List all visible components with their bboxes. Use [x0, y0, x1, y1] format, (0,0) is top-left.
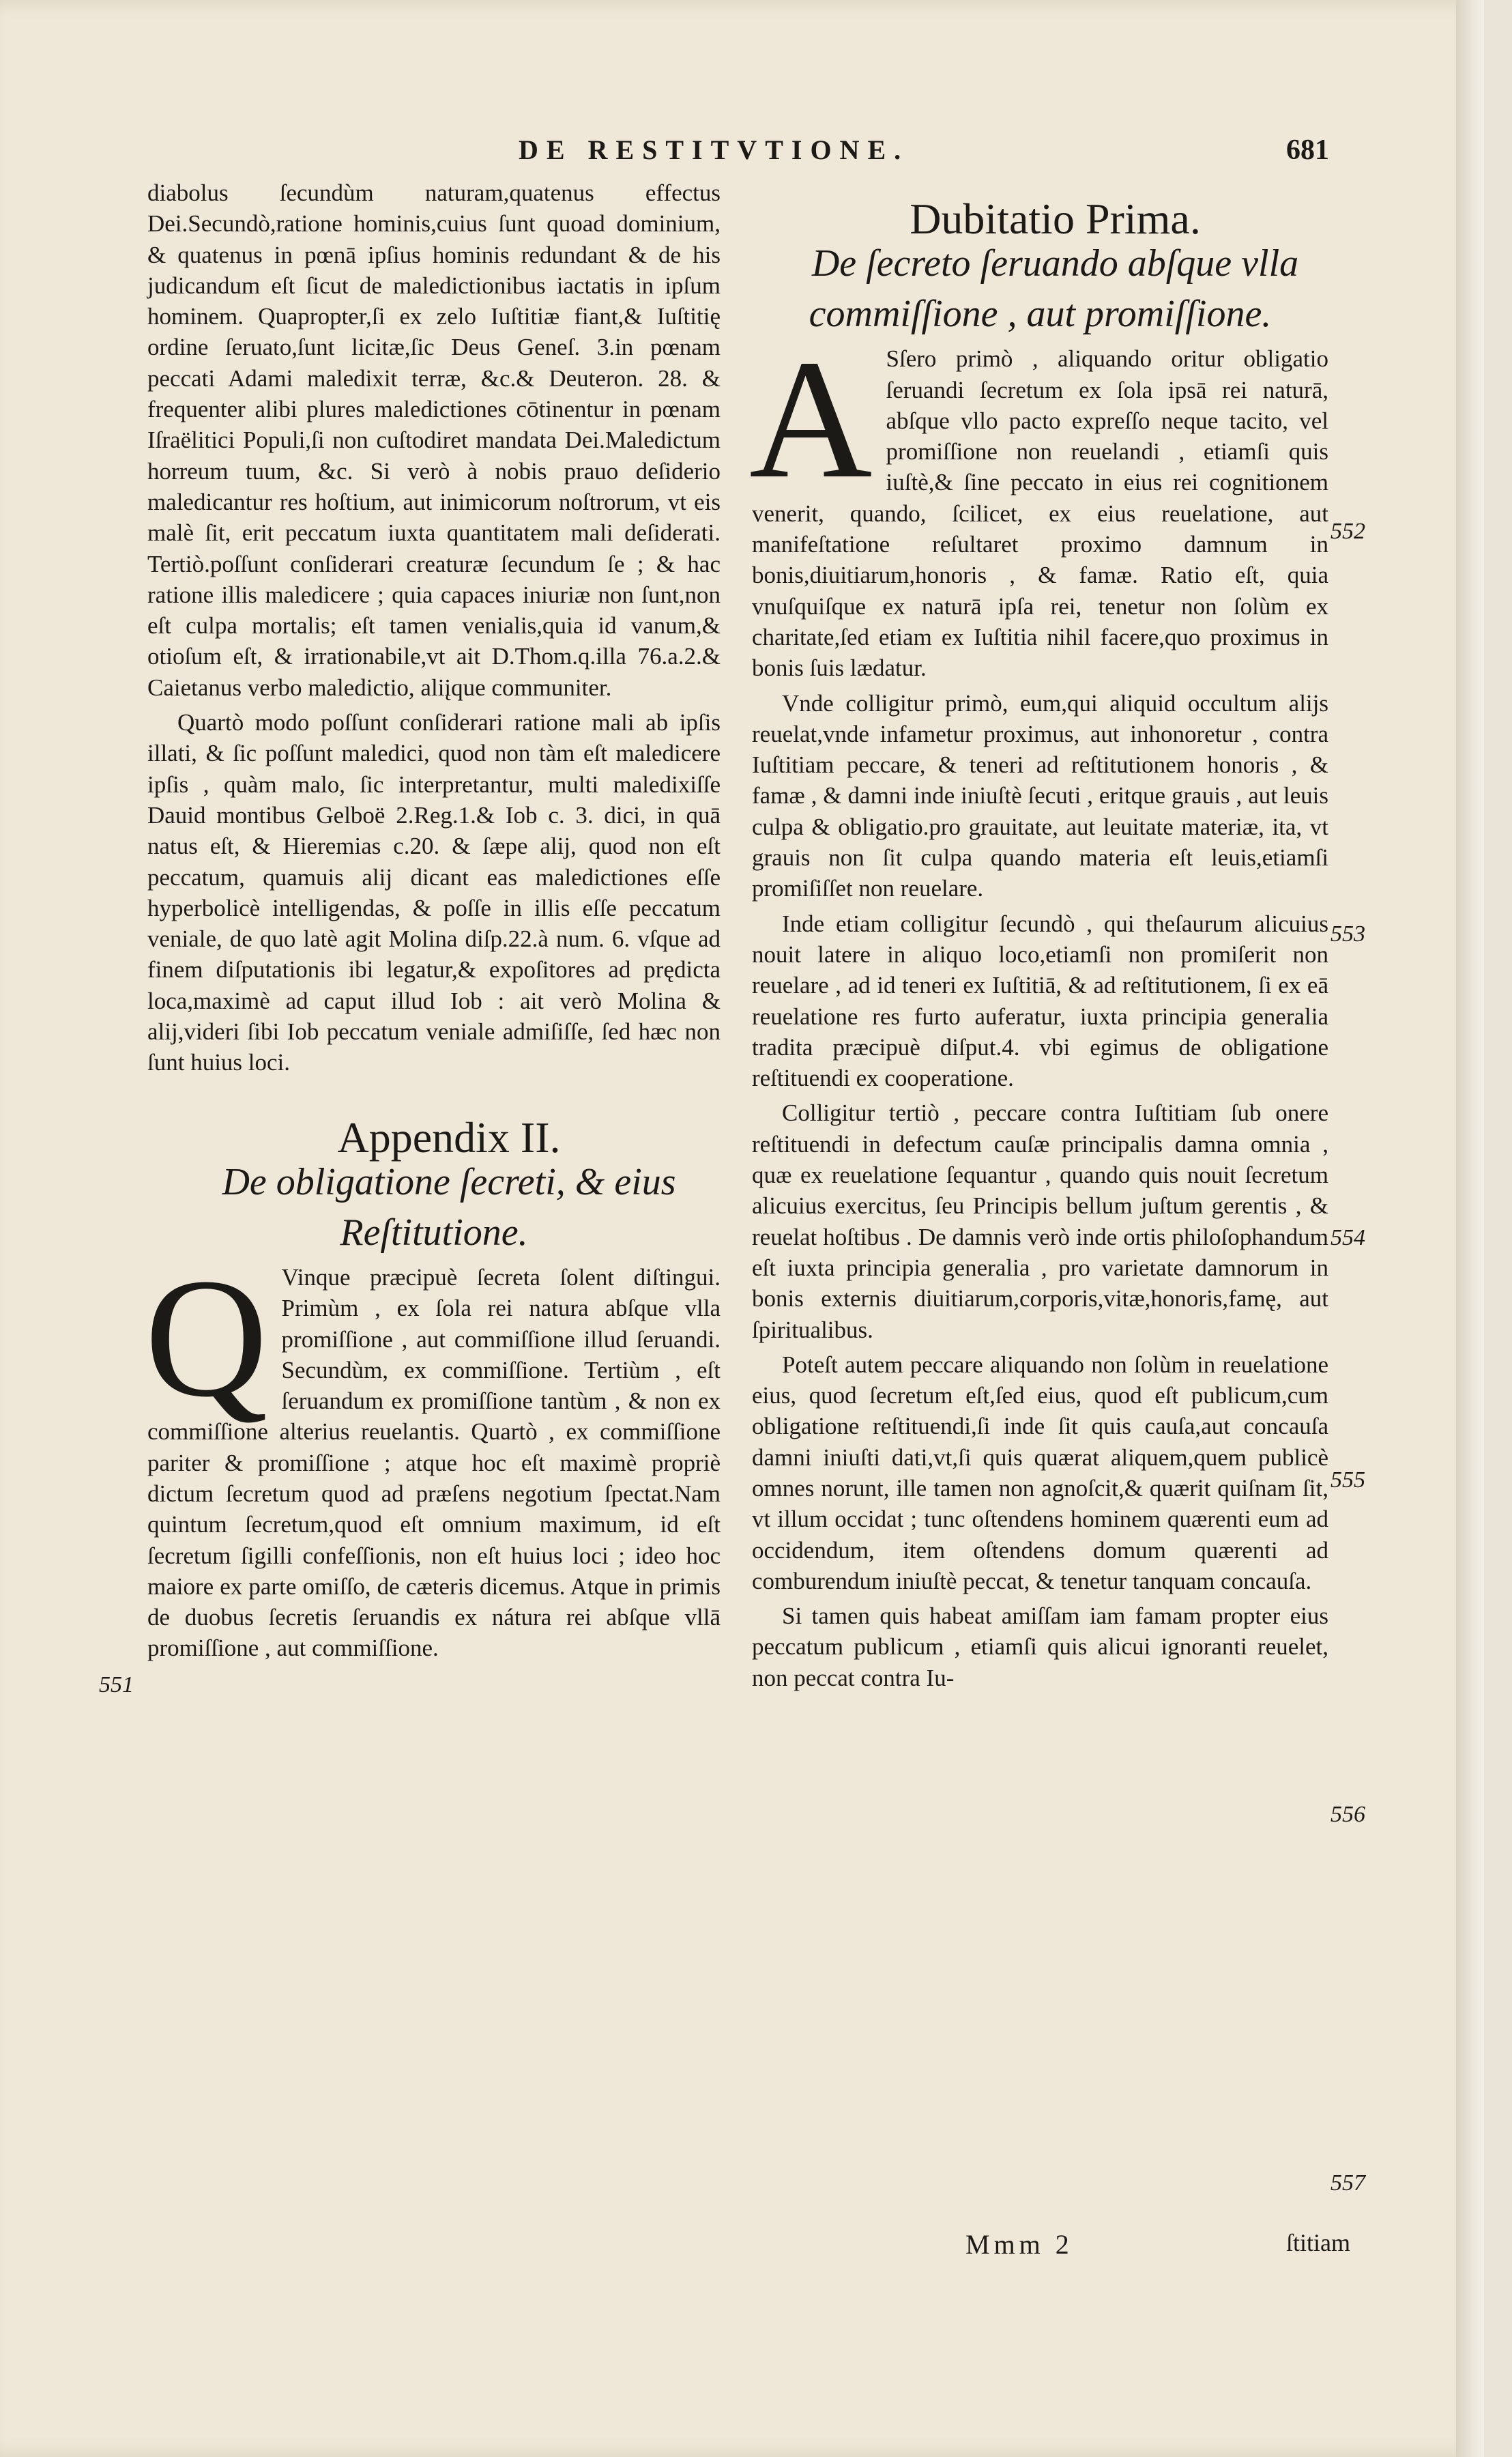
right-paragraph-2: Vnde colligitur primò, eum,qui aliquid occultum alijs reuelat,vnde infametur proximus, aut inhonoretur , contra Iuſtitiam peccare, & teneri ad reſtitutionem honoris , & famæ , & damni inde iniuſtè ſecuti , eritque grauis , aut leuis culpa & obligatio.pro grauitate, aut leuitate materiæ, ita, vt grauis non ſit culpa quando materia eſt leuis,etiamſi promiſiſſet non reuelare. — [752, 689, 1328, 902]
right-paragraph-3: Inde etiam colligitur ſecundò , qui theſaurum alicuius nouit latere in aliquo loco,etiamſi non promiſerit non reuelare , ad id teneri ex Iuſtitiā, & ad reſtitutionem, ſi ex eā reuelatione res furto auferatur, iuxta principia generalia tradita præcipuè diſput.4. vbi egimus de obligatione reſtituendi ex cooperatione. — [752, 910, 1328, 1092]
running-title: DE RESTITVTIONE. — [519, 134, 910, 165]
margin-number-556: 556 — [1331, 1802, 1365, 1827]
margin-number-554: 554 — [1331, 1225, 1365, 1250]
page-edge — [1456, 0, 1484, 2457]
catchword: ſtitiam — [1286, 2229, 1350, 2256]
margin-number-552: 552 — [1331, 519, 1365, 544]
dubitatio-dropcap: A — [749, 325, 873, 515]
appendix-subtitle: De obligatione ſecreti, & eius Reſtitutione. — [222, 1160, 676, 1254]
left-column — [147, 177, 721, 1668]
appendix-dropcap: Q — [145, 1243, 268, 1433]
left-paragraph-2: Quartò modo poſſunt conſiderari ratione mali ab ipſis illati, & ſic poſſunt maledici, quod non tàm eſt maledicere ipſis , quàm malo, ſic interpretantur, multi maledixiſſe Dauid montibus Gelboë 2.Reg.1.& Iob c. 3. dici, in quā natus eſt, & Hieremias c.20. & ſæpe alij, quod non eſt peccatum, quamuis alij dicant eas maledictiones eſſe hyperbolicè intelligendas, & poſſe in illis eſſe peccatum veniale, de quo latè agit Molina diſp.22.à num. 6. vſque ad finem diſputationis ibi legatur,& expoſitores ad prędicta loca,maximè ad caput illud Iob : ait verò Molina & alij,videri ſibi Iob peccatum veniale admiſiſſe, ſed hæc non ſunt huius loci. — [147, 709, 721, 1076]
margin-number-551: 551 — [99, 1672, 134, 1697]
right-paragraph-6: Si tamen quis habeat amiſſam iam famam propter eius peccatum publicum , etiamſi quis alicui ignoranti reuelet, non peccat contra Iu- — [752, 1603, 1328, 1691]
right-paragraph-1 — [749, 325, 1328, 683]
right-column — [749, 195, 1328, 1697]
right-paragraph-5: Poteſt autem peccare aliquando non ſolùm in reuelatione eius, quod ſecretum eſt,ſed eius, quod eſt publicum,cum obligatione reſtituendi,ſi inde ſit quis cauſa,aut concauſa damni iniuſti dati,vt,ſi quis quærat aliquem,quem publicè omnes norunt, ille tamen non agnoſcit,& quærit quiſnam ſit, vt illum occidat ; tunc oſtendens hominem quærenti eum ad occidendum, item oſtendens domum quærenti ad comburendum iniuſtè peccat, & tenetur tanquam concauſa. — [752, 1351, 1328, 1594]
appendix-paragraph — [145, 1243, 721, 1664]
margin-number-553: 553 — [1331, 921, 1365, 947]
appendix-text: Vinque præcipuè ſecreta ſolent diſtingui. Primùm , ex ſola rei natura abſque vlla promiſſione , aut commiſſione illud ſeruandi. Secundùm, ex commiſſione. Tertiùm , eſt ſeruandum ex promiſſione tantùm , & non ex commiſſione alterius reuelantis. Quartò , ex commiſſione pariter & promiſſione ; atque hoc eſt maximè propriè dictum ſecretum quod ad præſens negotium ſpectat.Nam quintum ſecretum,quod eſt omnium maximum, id eſt ſecretum ſigilli confeſſionis, non eſt huius loci ; ideo hoc maiore ex parte omiſſo, de cæteris dicemus. Atque in primis de duobus ſecretis ſeruandis ex nátura rei abſque vllā promiſſione , aut commiſſione. — [147, 1263, 721, 1662]
dubitatio-title: Dubitatio Prima. — [910, 195, 1201, 243]
page-number: 681 — [1286, 134, 1329, 166]
left-paragraph-1: diabolus ſecundùm naturam,quatenus effectus Dei.Secundò,ratione hominis,cuius ſunt quoad dominium, & quatenus in pœnā ipſius hominis redundant & de his judicandum eſt ſicut de maledictionibus iactatis in ipſum hominem. Quapropter,ſi ex zelo Iuſtitiæ fiant,& Iuſtitię ordine ſeruato,ſunt licitæ,ſic Deus Geneſ. 3.in pœnam peccati Adami maledixit terræ, &c.& Deuteron. 28. & frequenter alibi plures maledictiones cōtinentur in pœnam Iſraëlitici Populi,ſi non cuſtodiret mandata Dei.Maledictum horreum tuum, &c. Si verò à nobis prauo deſiderio maledicantur res hoſtium, aut inimicorum noſtrorum, vt eis malè ſit, erit peccatum iuxta quantitatem mali deſiderati. Tertiò.poſſunt conſiderari creaturæ ſecundum ſe ; & hac ratione illis maledicere ; quia capaces iniuriæ non ſunt,non eſt culpa mortalis; eſt tamen venialis,quia id vanum,& otioſum eſt, & irrationabile,vt ait D.Thom.q.illa 76.a.2.& Caietanus verbo maledictio, aliįque communiter. — [147, 179, 721, 701]
margin-number-555: 555 — [1331, 1467, 1365, 1493]
right-paragraph-1-text: Sſero primò , aliquando oritur obligatio ſeruandi ſecretum ex ſola ipsā rei naturā, abſque vllo pacto expreſſo neque tacito, vel promiſſione non reuelandi , etiamſi quis iuſtè,& ſine peccato in eius rei cognitionem venerit, quando, ſcilicet, ex eius reuelatione, aut manifeſtatione reſultaret proximo damnum in bonis,diuitiarum,honoris , & famæ. Ratio eſt, quia vnuſquiſque ex naturā ipſa rei, tenetur non ſolùm ex charitate,ſed etiam ex Iuſtitia nihil facere,quo proximus in bonis ſuis lædatur. — [752, 345, 1328, 682]
appendix-title: Appendix II. — [337, 1112, 561, 1162]
dubitatio-subtitle: De ſecreto ſeruando abſque vlla commiſſione , aut promiſſione. — [809, 242, 1299, 336]
signature-mark: Mmm 2 — [965, 2229, 1073, 2260]
right-paragraph-4: Colligitur tertiò , peccare contra Iuſtitiam ſub onere reſtituendi in defectum cauſæ principalis damna omnia , quæ ex reuelatione ſequantur , quando quis nouit ſecretum alicuius exercitus, ſeu Principis bellum juſtum gerentis , & reuelat hoſtibus . De damnis verò inde ortis philoſophandum eſt iuxta principia generalia , pro varietate damnorum in bonis externis diuitiarum,corporis,vitæ,honoris,famę, aut ſpiritualibus. — [752, 1100, 1328, 1343]
margin-number-557: 557 — [1331, 2170, 1365, 2196]
